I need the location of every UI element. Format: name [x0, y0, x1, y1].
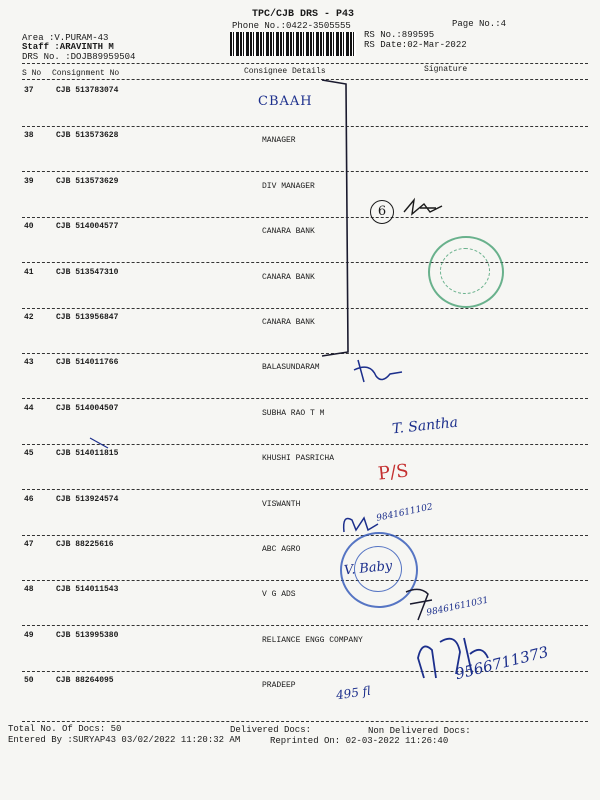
- row-consignment: CJB 513547310: [56, 268, 119, 277]
- row-consignment: CJB 513924574: [56, 495, 119, 504]
- phone-number: Phone No.:0422-3505555: [232, 21, 351, 31]
- row-consignee: VISWANTH: [262, 500, 301, 509]
- row-divider: [22, 535, 588, 536]
- row-consignee: V G ADS: [262, 590, 296, 599]
- bracket-mark: [320, 78, 360, 360]
- row-consignee: CANARA BANK: [262, 318, 315, 327]
- signature-48: [400, 584, 440, 624]
- col-consignee: Consignee Details: [244, 67, 326, 76]
- row-divider: [22, 489, 588, 490]
- row-consignee: MANAGER: [262, 136, 296, 145]
- handwriting-name-44: T. Santha: [391, 414, 459, 438]
- page-number: Page No.:4: [452, 19, 507, 29]
- entered-by: Entered By :SURYAP43 03/02/2022 11:20:32 AM: [8, 735, 241, 745]
- row-consignment: CJB 513995380: [56, 631, 119, 640]
- area-label: Area :V.PURAM-43: [22, 33, 109, 43]
- handwriting-code-50: 495 fl: [335, 683, 372, 703]
- col-sno: S No: [22, 69, 42, 78]
- drs-number: DRS No. :DOJB89959504: [22, 52, 136, 62]
- handwriting-phone-49: 9566711373: [453, 642, 551, 684]
- row-divider: [22, 308, 588, 309]
- row-consignee: SUBHA RAO T M: [262, 409, 325, 418]
- row-consignment: CJB 514011766: [56, 358, 119, 367]
- row-sno: 44: [24, 404, 34, 413]
- pen-mark: [88, 436, 112, 450]
- total-docs: Total No. Of Docs: 50: [8, 724, 122, 734]
- signature-39: [400, 194, 450, 220]
- row-sno: 37: [24, 86, 34, 95]
- row-sno: 47: [24, 540, 34, 549]
- footer-divider: [22, 721, 588, 722]
- row-divider: [22, 580, 588, 581]
- row-consignment: CJB 514011543: [56, 585, 119, 594]
- row-consignee: ABC AGRO: [262, 545, 301, 554]
- row-consignee: CANARA BANK: [262, 273, 315, 282]
- row-sno: 39: [24, 177, 34, 186]
- row-sno: 46: [24, 495, 34, 504]
- staff-label: Staff :ARAVINTH M: [22, 42, 114, 52]
- row-sno: 50: [24, 676, 34, 685]
- row-consignment: CJB 514011815: [56, 449, 119, 458]
- row-sno: 48: [24, 585, 34, 594]
- delivered-docs: Delivered Docs:: [230, 725, 312, 735]
- row-consignment: CJB 88225616: [56, 540, 114, 549]
- row-sno: 45: [24, 449, 34, 458]
- green-office-stamp: [428, 236, 504, 308]
- row-consignment: CJB 513573628: [56, 131, 119, 140]
- row-consignee: BALASUNDARAM: [262, 363, 320, 372]
- handwriting-ps: P/S: [376, 460, 410, 485]
- reprinted-on: Reprinted On: 02-03-2022 11:26:40: [270, 736, 449, 746]
- row-divider: [22, 625, 588, 626]
- header-divider: [22, 63, 588, 64]
- row-divider: [22, 217, 588, 218]
- doc-title: TPC/CJB DRS - P43: [252, 9, 355, 20]
- row-sno: 43: [24, 358, 34, 367]
- row-sno: 41: [24, 268, 34, 277]
- row-consignment: CJB 514004577: [56, 222, 119, 231]
- row-consignee: DIV MANAGER: [262, 182, 315, 191]
- row-consignee: CANARA BANK: [262, 227, 315, 236]
- non-delivered-docs: Non Delivered Docs:: [368, 726, 471, 736]
- rs-date: RS Date:02-Mar-2022: [364, 40, 467, 50]
- row-divider: [22, 126, 588, 127]
- row-sno: 49: [24, 631, 34, 640]
- row-divider: [22, 262, 588, 263]
- row-sno: 42: [24, 313, 34, 322]
- handwriting-phone-46: 9841611102: [375, 502, 434, 524]
- row-sno: 40: [24, 222, 34, 231]
- row-consignee: KHUSHI PASRICHA: [262, 454, 335, 463]
- rs-number: RS No.:899595: [364, 30, 435, 40]
- row-consignee: PRADEEP: [262, 681, 296, 690]
- signature-43: [350, 356, 410, 388]
- col-consignment: Consignment No: [52, 69, 120, 78]
- row-consignment: CJB 514004507: [56, 404, 119, 413]
- barcode: [230, 32, 356, 56]
- row-consignment: CJB 88264095: [56, 676, 114, 685]
- row-divider: [22, 171, 588, 172]
- col-signature: Signature: [424, 65, 468, 74]
- handwriting-phone-48: 98461611031: [425, 595, 490, 619]
- row-consignment: CJB 513956847: [56, 313, 119, 322]
- circled-six: 6: [370, 200, 394, 224]
- row-sno: 38: [24, 131, 34, 140]
- row-consignee: RELIANCE ENGG COMPANY: [262, 636, 363, 645]
- handwriting-cbaah: CBAAH: [258, 94, 313, 109]
- row-divider: [22, 398, 588, 399]
- row-divider: [22, 353, 588, 354]
- columns-divider: [22, 79, 588, 80]
- handwriting-baby: V. Baby: [343, 558, 394, 579]
- row-consignment: CJB 513783074: [56, 86, 119, 95]
- row-consignment: CJB 513573629: [56, 177, 119, 186]
